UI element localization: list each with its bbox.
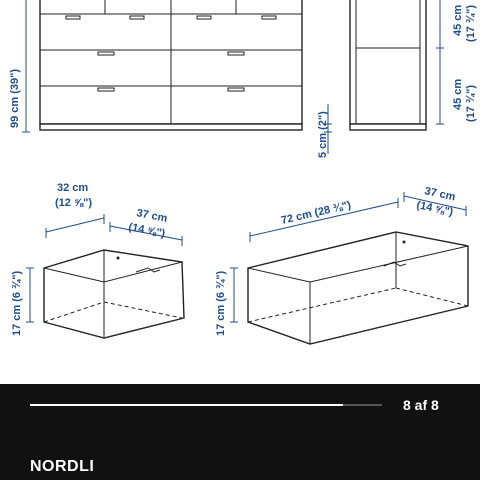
side-lower-in-label: (17 ¾") xyxy=(465,84,477,122)
dresser-front-view xyxy=(40,0,302,130)
side-lower-cm-label: 45 cm xyxy=(452,78,464,110)
dresser-height-dimension xyxy=(9,0,30,132)
dresser-side-view xyxy=(350,0,477,130)
gallery-progress-fill xyxy=(30,404,343,406)
side-upper-in-label: (17 ¾") xyxy=(465,4,477,42)
leg-height-label: 5 cm (2") xyxy=(317,111,329,158)
small-depth-cm: 37 cm xyxy=(135,207,169,225)
large-height-label: 17 cm (6 ¾") xyxy=(215,270,227,336)
small-drawer-drawing xyxy=(11,182,184,338)
small-height-label: 17 cm (6 ¾") xyxy=(11,270,23,336)
large-width-label: 72 cm (28 ⅜") xyxy=(279,199,353,227)
large-depth-in: (14 ⅝") xyxy=(415,199,455,219)
small-width-in: (12 ⅝") xyxy=(55,197,93,209)
small-depth-in: (14 ⅝") xyxy=(127,221,167,241)
product-name: NORDLI xyxy=(30,458,95,475)
side-upper-cm-label: 45 cm xyxy=(452,4,464,36)
leg-height-dimension xyxy=(317,104,332,158)
gallery-progress-bar[interactable] xyxy=(30,404,382,406)
small-width-cm: 32 cm xyxy=(57,182,89,194)
large-depth-cm: 37 cm xyxy=(423,185,457,204)
dresser-height-label: 99 cm (39") xyxy=(9,68,21,128)
large-drawer-drawing xyxy=(215,185,468,344)
page-counter: 8 af 8 xyxy=(403,397,439,413)
